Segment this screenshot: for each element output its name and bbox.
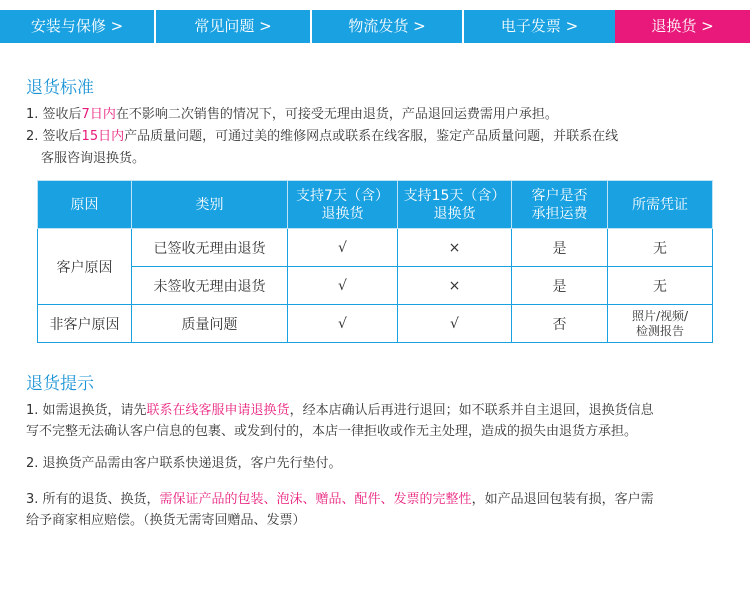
header-proof: 所需凭证	[608, 181, 713, 229]
cell-proof: 无	[608, 267, 713, 305]
service-tab-bar	[0, 10, 750, 43]
tip-3-continuation: 给予商家相应赔偿。（换货无需寄回赠品、发票）	[26, 513, 306, 528]
table-row	[38, 305, 713, 343]
table-row	[38, 229, 713, 267]
standard-item-1	[26, 103, 558, 122]
cell-proof-line1: 照片/视频/	[631, 308, 689, 323]
tip-1-prefix: 1. 如需退换货，请先	[26, 403, 147, 418]
cell-reason-non-customer: 非客户原因	[38, 305, 132, 343]
header-shipping-fee	[512, 181, 608, 229]
header-7-day-line2: 退换货	[321, 205, 364, 222]
cell-proof: 无	[608, 229, 713, 267]
cell-15-day: √	[398, 305, 512, 343]
header-15-day-line1: 支持15天（含）	[403, 187, 506, 204]
standard-item-1-prefix: 1. 签收后	[26, 107, 82, 122]
cell-shipping-fee: 是	[512, 229, 608, 267]
cell-proof-line2: 检测报告	[635, 323, 684, 338]
return-tips-title: 退货提示	[26, 374, 94, 394]
standard-item-1-suffix: 在不影响二次销售的情况下，可接受无理由退货，产品退回运费需用户承担。	[115, 107, 558, 122]
header-7-day-line1: 支持7天（含）	[296, 187, 389, 204]
standard-item-2-prefix: 2. 签收后	[26, 129, 82, 144]
cell-15-day: ×	[398, 267, 512, 305]
standard-item-2-suffix: 产品质量问题，可通过美的维修网点或联系在线客服，鉴定产品质量问题，并联系在线	[124, 129, 619, 144]
cell-category: 未签收无理由退货	[132, 267, 288, 305]
header-7-day	[288, 181, 398, 229]
tip-3	[26, 488, 654, 507]
cell-shipping-fee: 是	[512, 267, 608, 305]
tab-installation-warranty[interactable]: 安装与保修 >	[0, 10, 154, 43]
header-15-day-line2: 退换货	[433, 205, 476, 222]
cell-shipping-fee: 否	[512, 305, 608, 343]
tip-3-prefix: 3. 所有的退货、换货，	[26, 492, 160, 507]
tab-e-invoice[interactable]: 电子发票 >	[464, 10, 615, 43]
return-rules-table	[37, 180, 713, 343]
cell-proof	[608, 305, 713, 343]
tip-3-suffix: ，如产品退回包装有损，客户需	[471, 492, 654, 507]
standard-item-2-continuation: 客服咨询退换货。	[41, 151, 146, 166]
tip-3-highlight: 需保证产品的包装、泡沫、赠品、配件、发票的完整性	[159, 492, 472, 507]
header-shipping-fee-line2: 承担运费	[531, 205, 588, 222]
standard-item-2-highlight: 15日内	[81, 129, 125, 144]
return-standard-title: 退货标准	[26, 78, 94, 98]
tip-1	[26, 399, 654, 418]
tip-1-suffix: ，经本店确认后再进行退回；如不联系并自主退回，退换货信息	[289, 403, 654, 418]
header-shipping-fee-line1: 客户是否	[531, 187, 588, 204]
header-reason: 原因	[38, 181, 132, 229]
tab-shipping[interactable]: 物流发货 >	[312, 10, 462, 43]
cell-7-day: √	[288, 267, 398, 305]
header-15-day	[398, 181, 512, 229]
standard-item-2	[26, 125, 618, 144]
tip-1-highlight: 联系在线客服申请退换货	[146, 403, 290, 418]
tip-1-continuation: 写不完整无法确认客户信息的包裹、或发到付的，本店一律拒收或作无主处理，造成的损失由退货方承担。	[26, 424, 638, 439]
cell-reason-customer: 客户原因	[38, 229, 132, 305]
standard-item-1-highlight: 7日内	[81, 107, 116, 122]
table-header-row	[38, 181, 713, 229]
table-row	[38, 267, 713, 305]
cell-7-day: √	[288, 305, 398, 343]
cell-15-day: ×	[398, 229, 512, 267]
header-category: 类别	[132, 181, 288, 229]
cell-category: 质量问题	[132, 305, 288, 343]
tab-returns[interactable]: 退换货 >	[615, 10, 750, 43]
cell-category: 已签收无理由退货	[132, 229, 288, 267]
tab-faq[interactable]: 常见问题 >	[156, 10, 310, 43]
tip-2: 2. 退换货产品需由客户联系快递退货，客户先行垫付。	[26, 456, 342, 471]
cell-7-day: √	[288, 229, 398, 267]
